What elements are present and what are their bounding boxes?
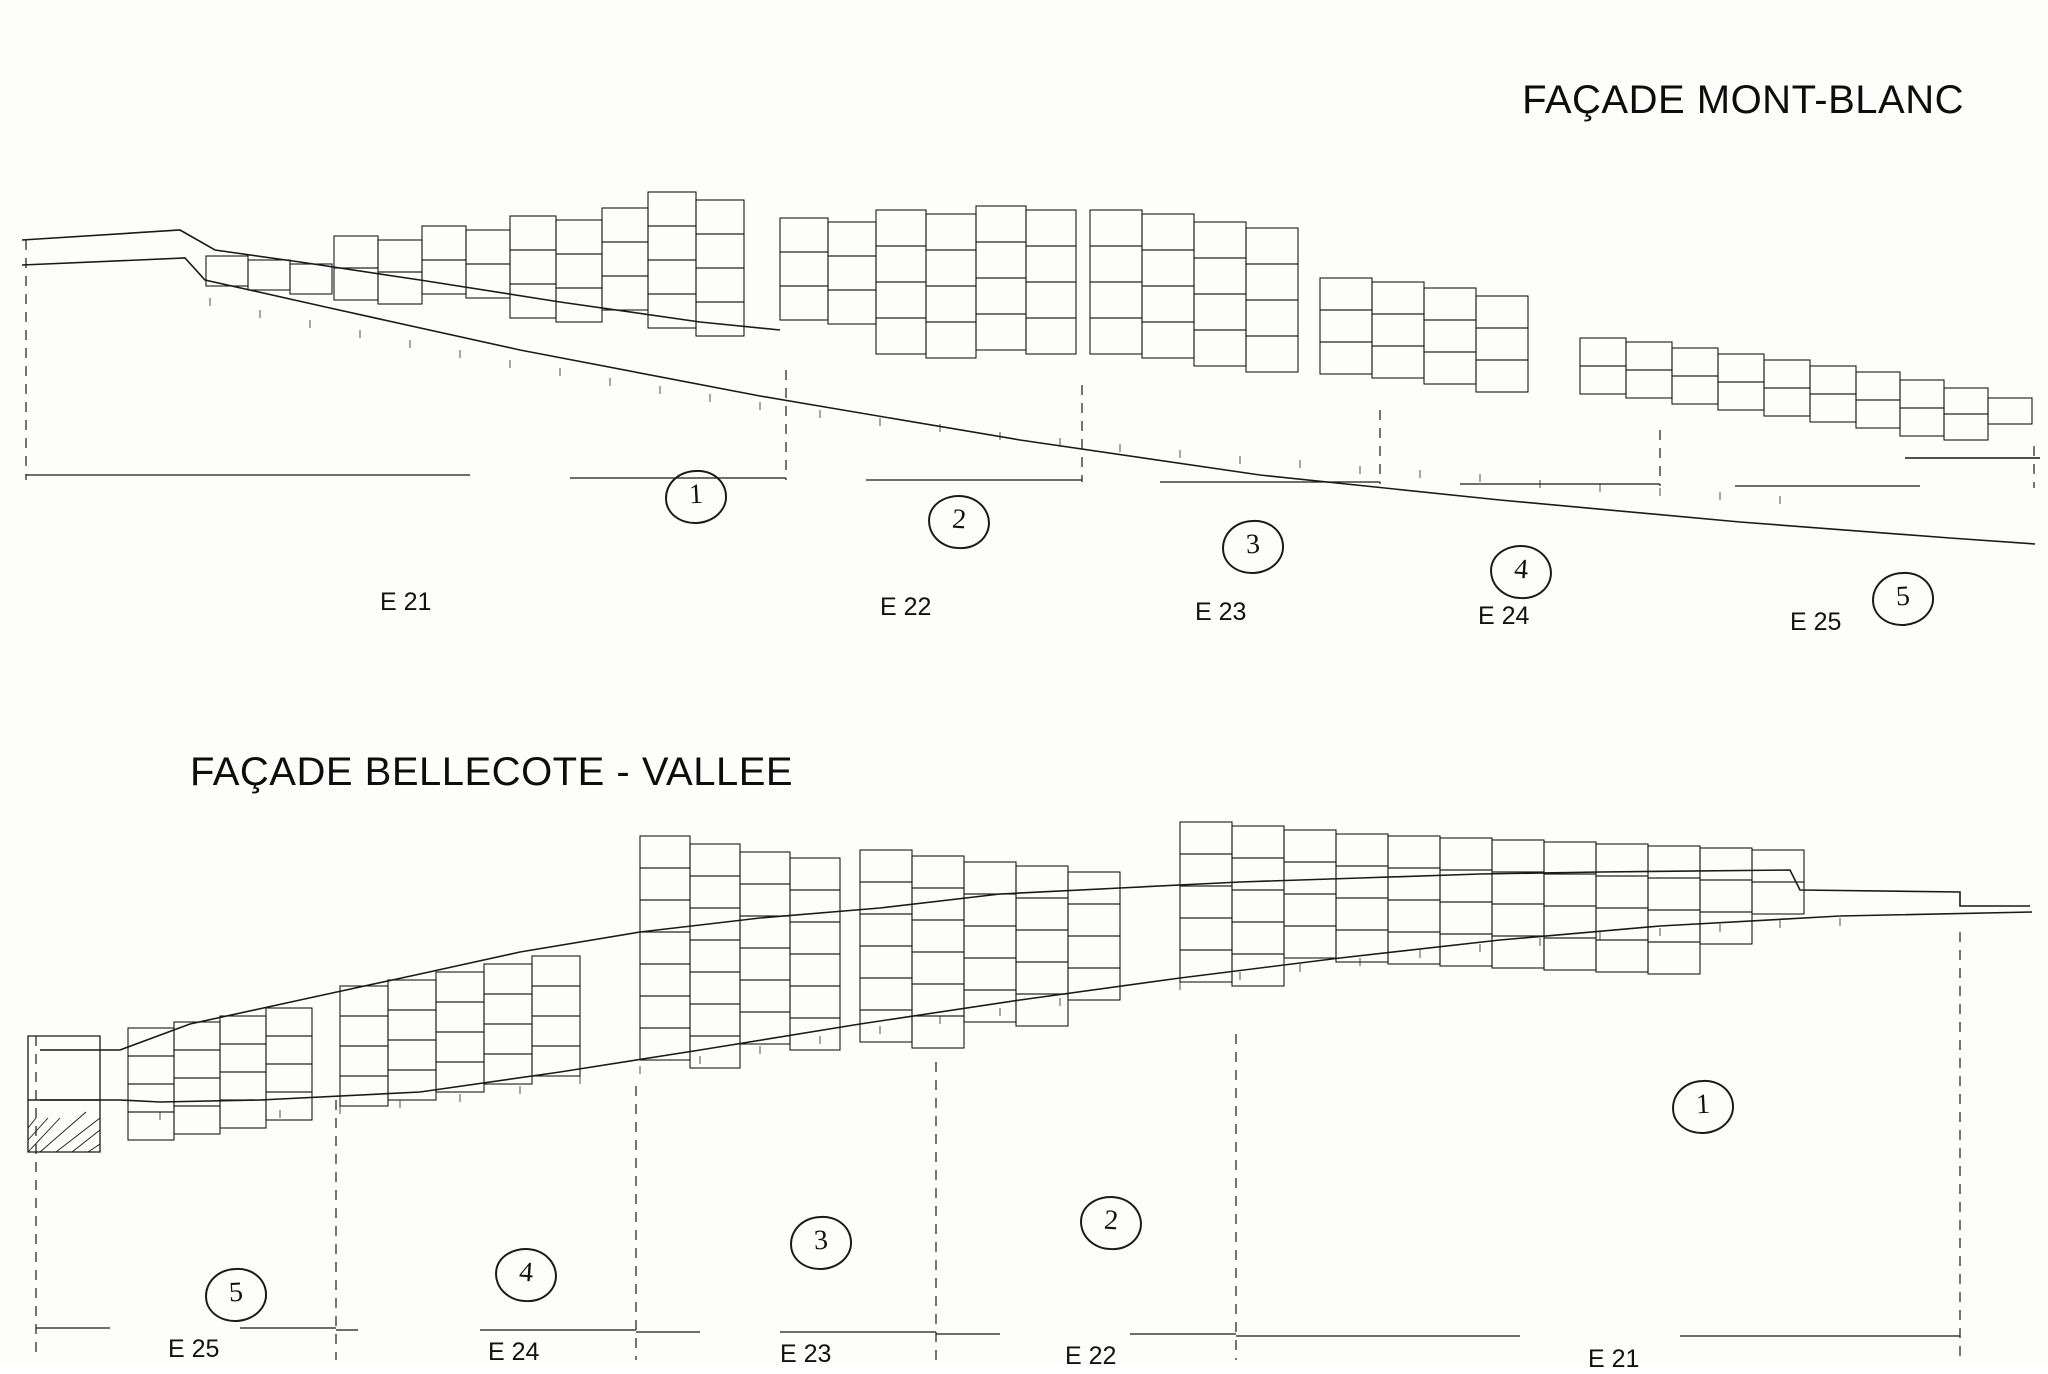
- sector-mark-1-bottom: 1: [1671, 1078, 1736, 1135]
- zone-label-e23-bottom: E 23: [780, 1340, 832, 1368]
- zone-label-e25-bottom: E 25: [168, 1335, 220, 1363]
- zone-label-e24-bottom: E 24: [488, 1338, 540, 1366]
- sector-mark-5-top: 5: [1871, 570, 1936, 627]
- title-facade-mont-blanc: FAÇADE MONT-BLANC: [1522, 78, 1964, 122]
- sector-mark-4-bottom: 4: [493, 1246, 559, 1304]
- zone-label-e22-bottom: E 22: [1065, 1342, 1117, 1370]
- sector-mark-1-top: 1: [664, 468, 729, 525]
- zone-label-e23-top: E 23: [1195, 598, 1247, 626]
- title-facade-bellecote-vallee: FAÇADE BELLECOTE - VALLEE: [190, 750, 794, 794]
- elevation-mont-blanc-drawing: [0, 170, 2048, 650]
- elevation-bellecote-vallee: [0, 800, 2048, 1360]
- sector-mark-5-bottom: 5: [204, 1266, 269, 1323]
- zone-label-e21-top: E 21: [380, 588, 432, 616]
- sector-mark-4-top: 4: [1488, 543, 1554, 601]
- elevation-mont-blanc: [0, 170, 2048, 650]
- sector-mark-3-top: 3: [1221, 518, 1286, 575]
- sector-mark-3-bottom: 3: [789, 1214, 854, 1271]
- zone-label-e25-top: E 25: [1790, 608, 1842, 636]
- zone-label-e22-top: E 22: [880, 593, 932, 621]
- sector-mark-2-bottom: 2: [1078, 1194, 1144, 1252]
- sector-mark-2-top: 2: [926, 493, 992, 551]
- zone-label-e21-bottom: E 21: [1588, 1345, 1640, 1373]
- elevation-bellecote-drawing: [0, 800, 2048, 1360]
- zone-label-e24-top: E 24: [1478, 602, 1530, 630]
